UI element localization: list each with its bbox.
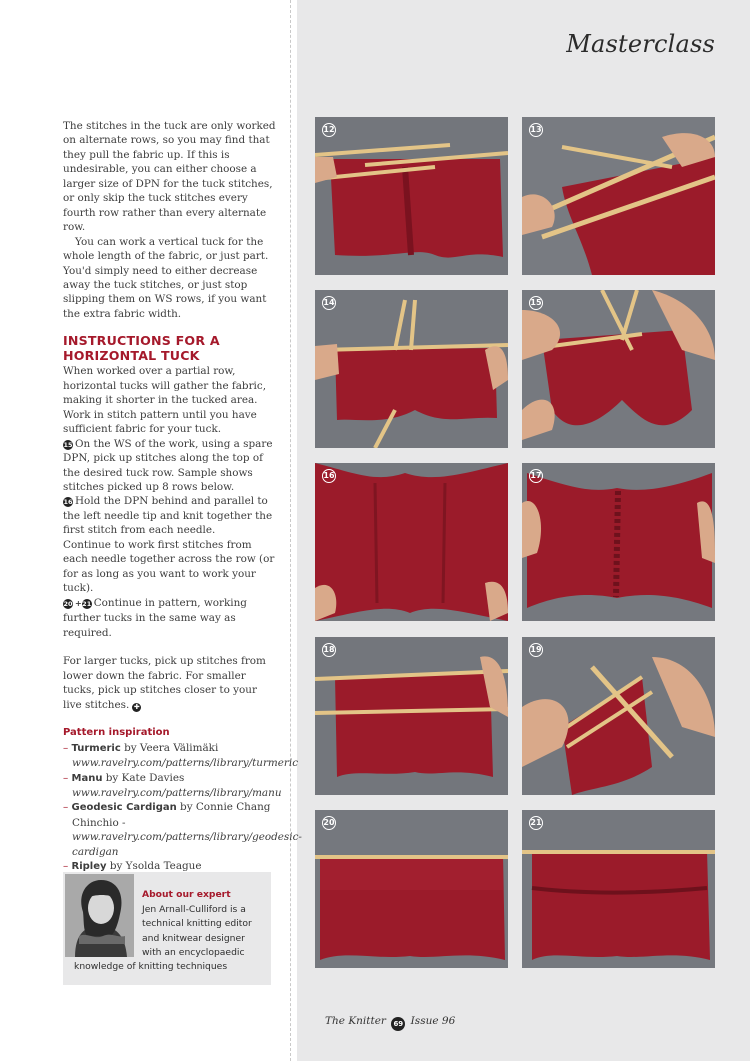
step-number-badge: 18: [322, 643, 336, 657]
page-gutter: [290, 0, 291, 1061]
step-photo-14: [315, 290, 508, 448]
step-number-badge: 15: [529, 296, 543, 310]
horizontal-intro: When worked over a partial row, horizontal tucks will gather the fabric, making it shorter in the tucked area. Work in stitch pattern until you have sufficient fabric for your tuck.: [63, 365, 266, 436]
pattern-inspiration-heading: Pattern inspiration: [63, 727, 170, 739]
step-number-badge: 20: [322, 816, 336, 830]
step-photo-18: [315, 637, 508, 795]
step-number-badge: 15: [63, 440, 73, 449]
about-expert-box: [63, 872, 271, 985]
step-20-21: 20 +21 Continue in pattern, working further tucks in the same way as required.: [63, 596, 247, 639]
step-photo-17: [522, 463, 715, 621]
intro-paragraph-1: The stitches in the tuck are only worked on alternate rows, so you may find that they pull the fabric up. If this is undesirable, you can either choose a larger size of DPN for the tuck stitches, or only skip the tuck stitches every fourth row rather than every alternate row.: [63, 120, 276, 234]
step-number-badge: 17: [529, 469, 543, 483]
pattern-inspiration-list: [63, 741, 302, 890]
step-photo-15: [522, 290, 715, 448]
horizontal-tuck-heading: INSTRUCTIONS FOR A HORIZONTAL TUCK: [63, 333, 220, 363]
page-number: 69: [391, 1017, 405, 1031]
step-number-badge: 19: [529, 643, 543, 657]
expert-bio: About our expert Jen Arnall-Culliford is a technical knitting editor and knitwear designer with an encyclopaedic: [142, 888, 267, 961]
step-16-continued: Continue to work first stitches from each needle together across the row (or for as long as you want to work your tuck).: [63, 538, 275, 595]
step-photo-12: [315, 117, 508, 275]
pattern-link[interactable]: www.ravelry.com/patterns/library/geodesic-cardigan: [72, 831, 302, 858]
step-number-badge: 21: [529, 816, 543, 830]
page-footer: [325, 1015, 455, 1031]
article-body: [63, 119, 302, 889]
pattern-link[interactable]: www.ravelry.com/patterns/library/manu: [72, 787, 282, 800]
step-number-badge: 21: [82, 599, 92, 608]
expert-heading: About our expert: [142, 889, 231, 900]
step-15: 15 On the WS of the work, using a spare DPN, pick up stitches along the top of the desired tuck row. Sample shows stitches picked up 8 rows below.: [63, 437, 273, 493]
step-photo-21: [522, 810, 715, 968]
step-number-badge: 14: [322, 296, 336, 310]
list-item: – Turmeric by Veera Välimäki www.ravelry.com/patterns/library/turmeric: [63, 741, 299, 770]
expert-portrait: [65, 874, 134, 957]
section-title: Masterclass: [566, 30, 715, 58]
end-of-article-icon: ✚: [133, 702, 140, 711]
pattern-link[interactable]: www.ravelry.com/patterns/library/turmeric: [72, 757, 299, 770]
step-16: 16 Hold the DPN behind and parallel to the left needle tip and knit together the first stitch from each needle.: [63, 495, 273, 537]
step-number-badge: 13: [529, 123, 543, 137]
step-photo-13: [522, 117, 715, 275]
step-number-badge: 20: [63, 599, 73, 608]
step-photo-19: [522, 637, 715, 795]
list-item: – Manu by Kate Davies www.ravelry.com/patterns/library/manu: [63, 771, 282, 800]
magazine-name: The Knitter: [325, 1015, 386, 1027]
step-number-badge: 16: [63, 498, 73, 507]
intro-paragraph-2: You can work a vertical tuck for the whole length of the fabric, or just part. You'd simply need to either decrease away the tuck stitches, or just stop slipping them on WS rows, if you want the extra fabric width.: [63, 235, 269, 320]
step-photo-16: [315, 463, 508, 621]
step-photo-20: [315, 810, 508, 968]
expert-bio-tail: knowledge of knitting techniques: [74, 961, 228, 972]
closing-paragraph: For larger tucks, pick up stitches from lower down the fabric. For smaller tucks, pick up stitches closer to your live stitches. ✚: [63, 655, 266, 711]
list-item: – Geodesic Cardigan by Connie Chang Chinchio - www.ravelry.com/patterns/library/geodesic-cardigan: [63, 801, 302, 858]
step-number-badge: 16: [322, 469, 336, 483]
step-number-badge: 12: [322, 123, 336, 137]
list-item: – Ripley by Ysolda Teague: [63, 859, 277, 889]
issue-number: Issue 96: [410, 1015, 456, 1027]
